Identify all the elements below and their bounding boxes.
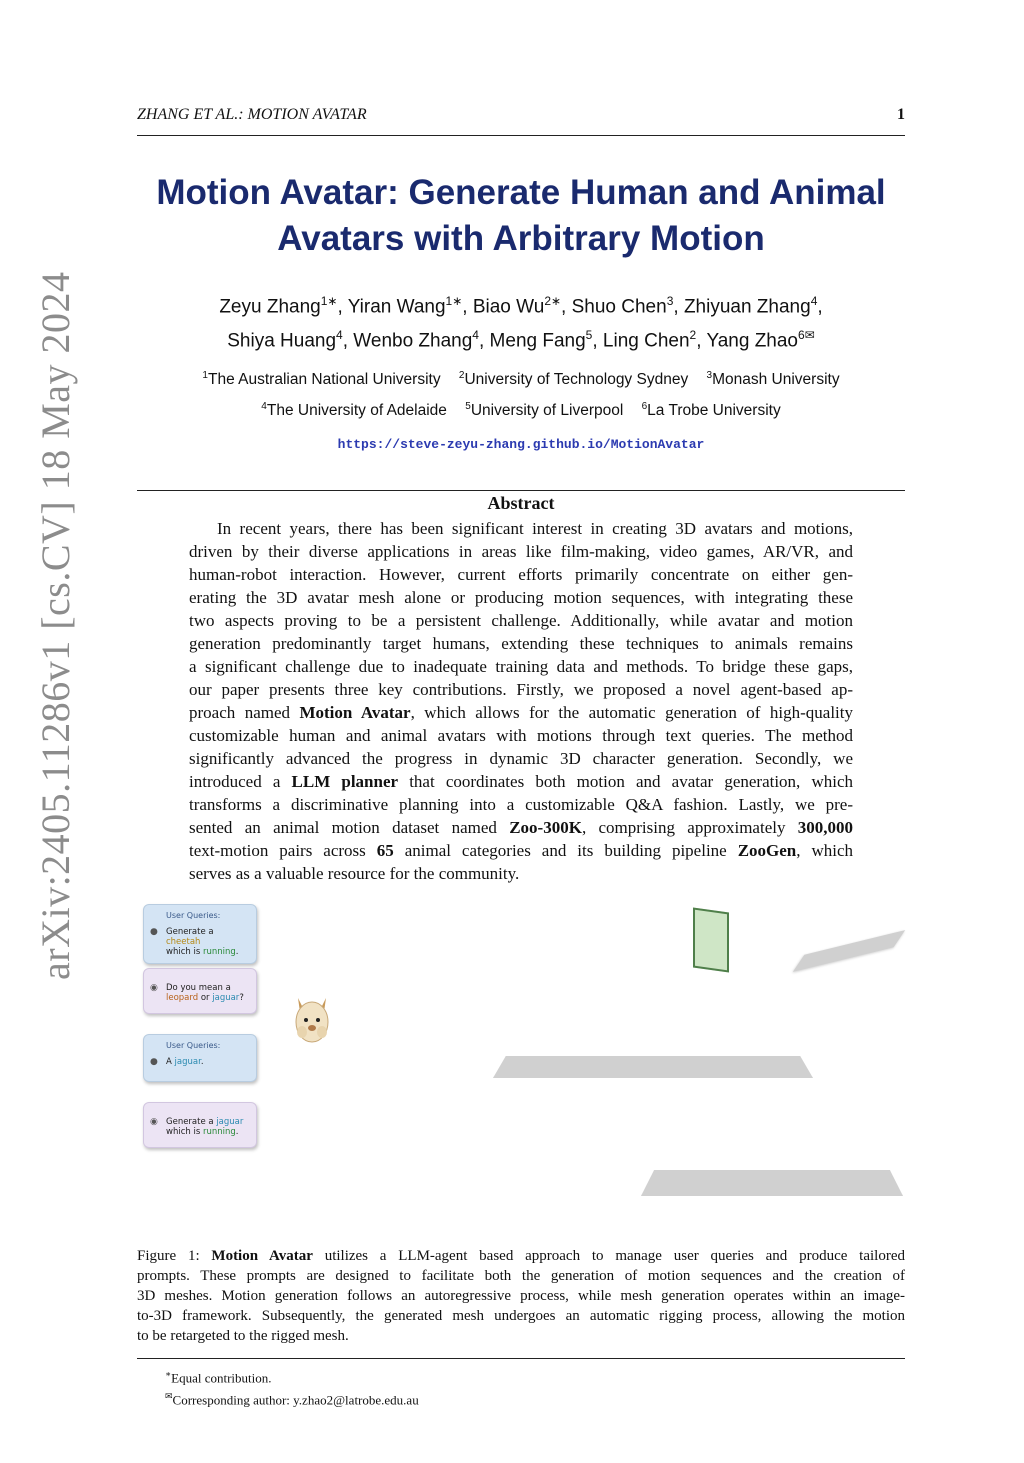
caption-line: 3D meshes. Motion generation follows an autoregressive process, while mesh generation operates within an image- [137,1288,905,1304]
keyword-jaguar: jaguar [174,1057,201,1067]
abstract-line: serves as a valuable resource for the community. [189,864,520,883]
author-mark: 2 [689,328,697,343]
caption-line: Figure 1: Motion Avatar utilizes a LLM-agent based approach to manage user queries and produce tailored [137,1248,905,1264]
footnote-corresponding: Corresponding author: y.zhao2@latrobe.edu.au [172,1392,419,1408]
author-name: Shuo Chen [571,296,667,318]
abstract-line: sented an animal motion dataset named Zoo-300K, comprising approximately 300,000 [189,818,854,837]
author-name: Zhiyuan Zhang [683,296,811,318]
abstract-line: a significant challenge due to inadequate training data and methods. To bridge these gaps, [189,657,853,676]
mesh-plane [793,930,905,972]
figure-caption [137,1246,905,1346]
affil-name: La Trobe University [647,402,781,420]
user-query-bubble: User Queries: ● Generate a cheetah which is running. [143,904,257,964]
footnote-rule [137,1358,905,1359]
abstract-line: erating the 3D avatar mesh alone or producing motion sequences, with integrating these [189,588,853,607]
footnote-equal: Equal contribution. [171,1370,272,1386]
affil-mark: 5 [465,401,471,413]
caption-label: Figure 1: [137,1248,212,1264]
caption-bold: Motion Avatar [211,1248,313,1264]
keyword-jaguar: jaguar [212,993,240,1003]
affiliation-list [137,362,905,424]
user-query-bubble: User Queries: ● A jaguar. [143,1034,257,1082]
agent-reply-bubble: ◉ Do you mean a leopard or jaguar? [143,968,257,1014]
title-line-2: Avatars with Arbitrary Motion [277,219,765,258]
term-65: 65 [376,841,394,860]
author-mark: 4 [810,294,818,308]
author-name: Yang Zhao [706,330,799,352]
author-name: Zeyu Zhang [219,296,321,318]
affil-name: University of Liverpool [470,402,624,420]
author-name: Ling Chen [602,330,690,352]
abstract-line: two aspects proving to be a persistent challenge. Additionally, while avatar and motion [189,611,853,630]
caption-line: to be retargeted to the rigged mesh. [137,1328,349,1344]
keyword-leopard: leopard [166,993,199,1003]
term-zoo-300k: Zoo-300K [509,818,582,837]
term-300000: 300,000 [797,818,854,837]
author-mark: 2∗ [544,294,562,308]
figure-1 [137,898,905,1218]
keyword-running: running [202,947,236,957]
arxiv-stamp: arXiv:2405.11286v1 [cs.CV] 18 May 2024 [33,271,78,980]
abstract-line: generation predominantly target humans, extending these techniques to animals remains [189,634,853,653]
page-number: 1 [897,106,905,123]
footnotes [165,1365,419,1410]
abstract-line: customizable human and animal avatars with motions through text queries. The method [189,726,853,745]
author-list: Zeyu Zhang$^{1∗}$, Yiran Wang$^{1∗}$, Biao $Wu^{2∗}$, Shuo Chen$^3$, Zhiyuan Zhang$^4$, Shiya Huang$^4$, Wenbo Zhang$^4$, Meng Fang$^5$, Ling Chen$^2$, Yang Zhao$^{6✉}$ [219,294,823,352]
abstract-line: transforms a discriminative planning into a customizable Q&A fashion. Lastly, we pre- [189,795,853,814]
affil-mark: 3 [706,370,713,381]
agent-icon: ◉ [150,1117,158,1127]
llama-agent-icon [292,994,332,1046]
user-icon: ● [150,927,158,937]
affil-name: Monash University [712,371,840,389]
abstract-line: human-robot interaction. However, current efforts primarily concentrate on either gen- [189,565,853,584]
author-name: Shiya Huang [227,330,337,352]
abstract-line: driven by their diverse applications in areas like film-making, video games, AR/VR, and [189,542,853,561]
abstract-line: proach named Motion Avatar, which allows for the automatic generation of high-quality [189,703,853,722]
abstract-line: our paper presents three key contributions. Firstly, we proposed a novel agent-based ap- [189,680,853,699]
abstract-heading: Abstract [487,493,555,513]
author-name: Wenbo Zhang [353,330,473,352]
term-motion-avatar: Motion Avatar [299,703,411,722]
keyword-jaguar: jaguar [216,1117,244,1127]
author-mark: 3 [666,294,674,308]
rig-plane [641,1170,903,1196]
author-mark: 5 [585,328,593,343]
affil-mark: 1 [202,370,208,381]
affil-name: The Australian National University [207,371,441,389]
agent-reply-bubble: ◉ Generate a jaguar which is running. [143,1102,257,1148]
author-name: Meng Fang [489,330,586,352]
term-llm-planner: LLM planner [291,772,399,791]
caption-line: to-3D framework. Subsequently, the generated mesh undergoes an automatic rigging process, allowing the motion [137,1308,905,1324]
author-mark: 6✉ [798,328,815,343]
author-mark: 4 [336,328,343,343]
mail-icon: ✉ [165,1391,173,1402]
running-header [137,106,905,136]
abstract-top-rule [137,490,905,491]
affil-mark: 6 [641,401,648,413]
abstract-body [189,517,853,885]
caption-line: prompts. These prompts are designed to facilitate both the generation of motion sequences and the creation of [137,1268,905,1284]
running-title: ZHANG ET AL.: MOTION AVATAR [137,106,367,123]
agent-icon: ◉ [150,983,158,993]
project-url-link[interactable]: https://steve-zeyu-zhang.github.io/MotionAvatar [337,437,705,452]
author-mark: 1∗ [320,294,338,308]
motion-plane [493,1056,813,1078]
image-card [693,907,729,972]
term-zoogen: ZooGen [737,841,797,860]
user-icon: ● [150,1057,158,1067]
abstract-line: text-motion pairs across 65 animal categories and its building pipeline ZooGen, which [189,841,854,860]
author-name: Biao Wu [472,296,545,318]
affil-mark: 4 [261,401,267,413]
footnote-mark: ∗ [165,1369,172,1379]
abstract-line: In recent years, there has been significant interest in creating 3D avatars and motions, [217,519,853,538]
keyword-cheetah: cheetah [166,937,201,947]
abstract-line: introduced a LLM planner that coordinates both motion and avatar generation, which [189,772,853,791]
paper-title [137,170,905,262]
affil-name: University of Technology Sydney [464,371,689,389]
affil-mark: 2 [458,370,465,381]
bubble-header: User Queries: [166,911,221,920]
abstract-line: significantly advanced the progress in dynamic 3D character generation. Secondly, we [189,749,853,768]
author-mark: 1∗ [445,294,463,308]
bubble-header: User Queries: [166,1041,221,1050]
keyword-running: running [202,1127,236,1137]
author-mark: 4 [472,328,479,343]
affil-name: The University of Adelaide [266,402,447,420]
author-name: Yiran Wang [347,296,446,318]
title-line-1: Motion Avatar: Generate Human and Animal [156,173,886,212]
